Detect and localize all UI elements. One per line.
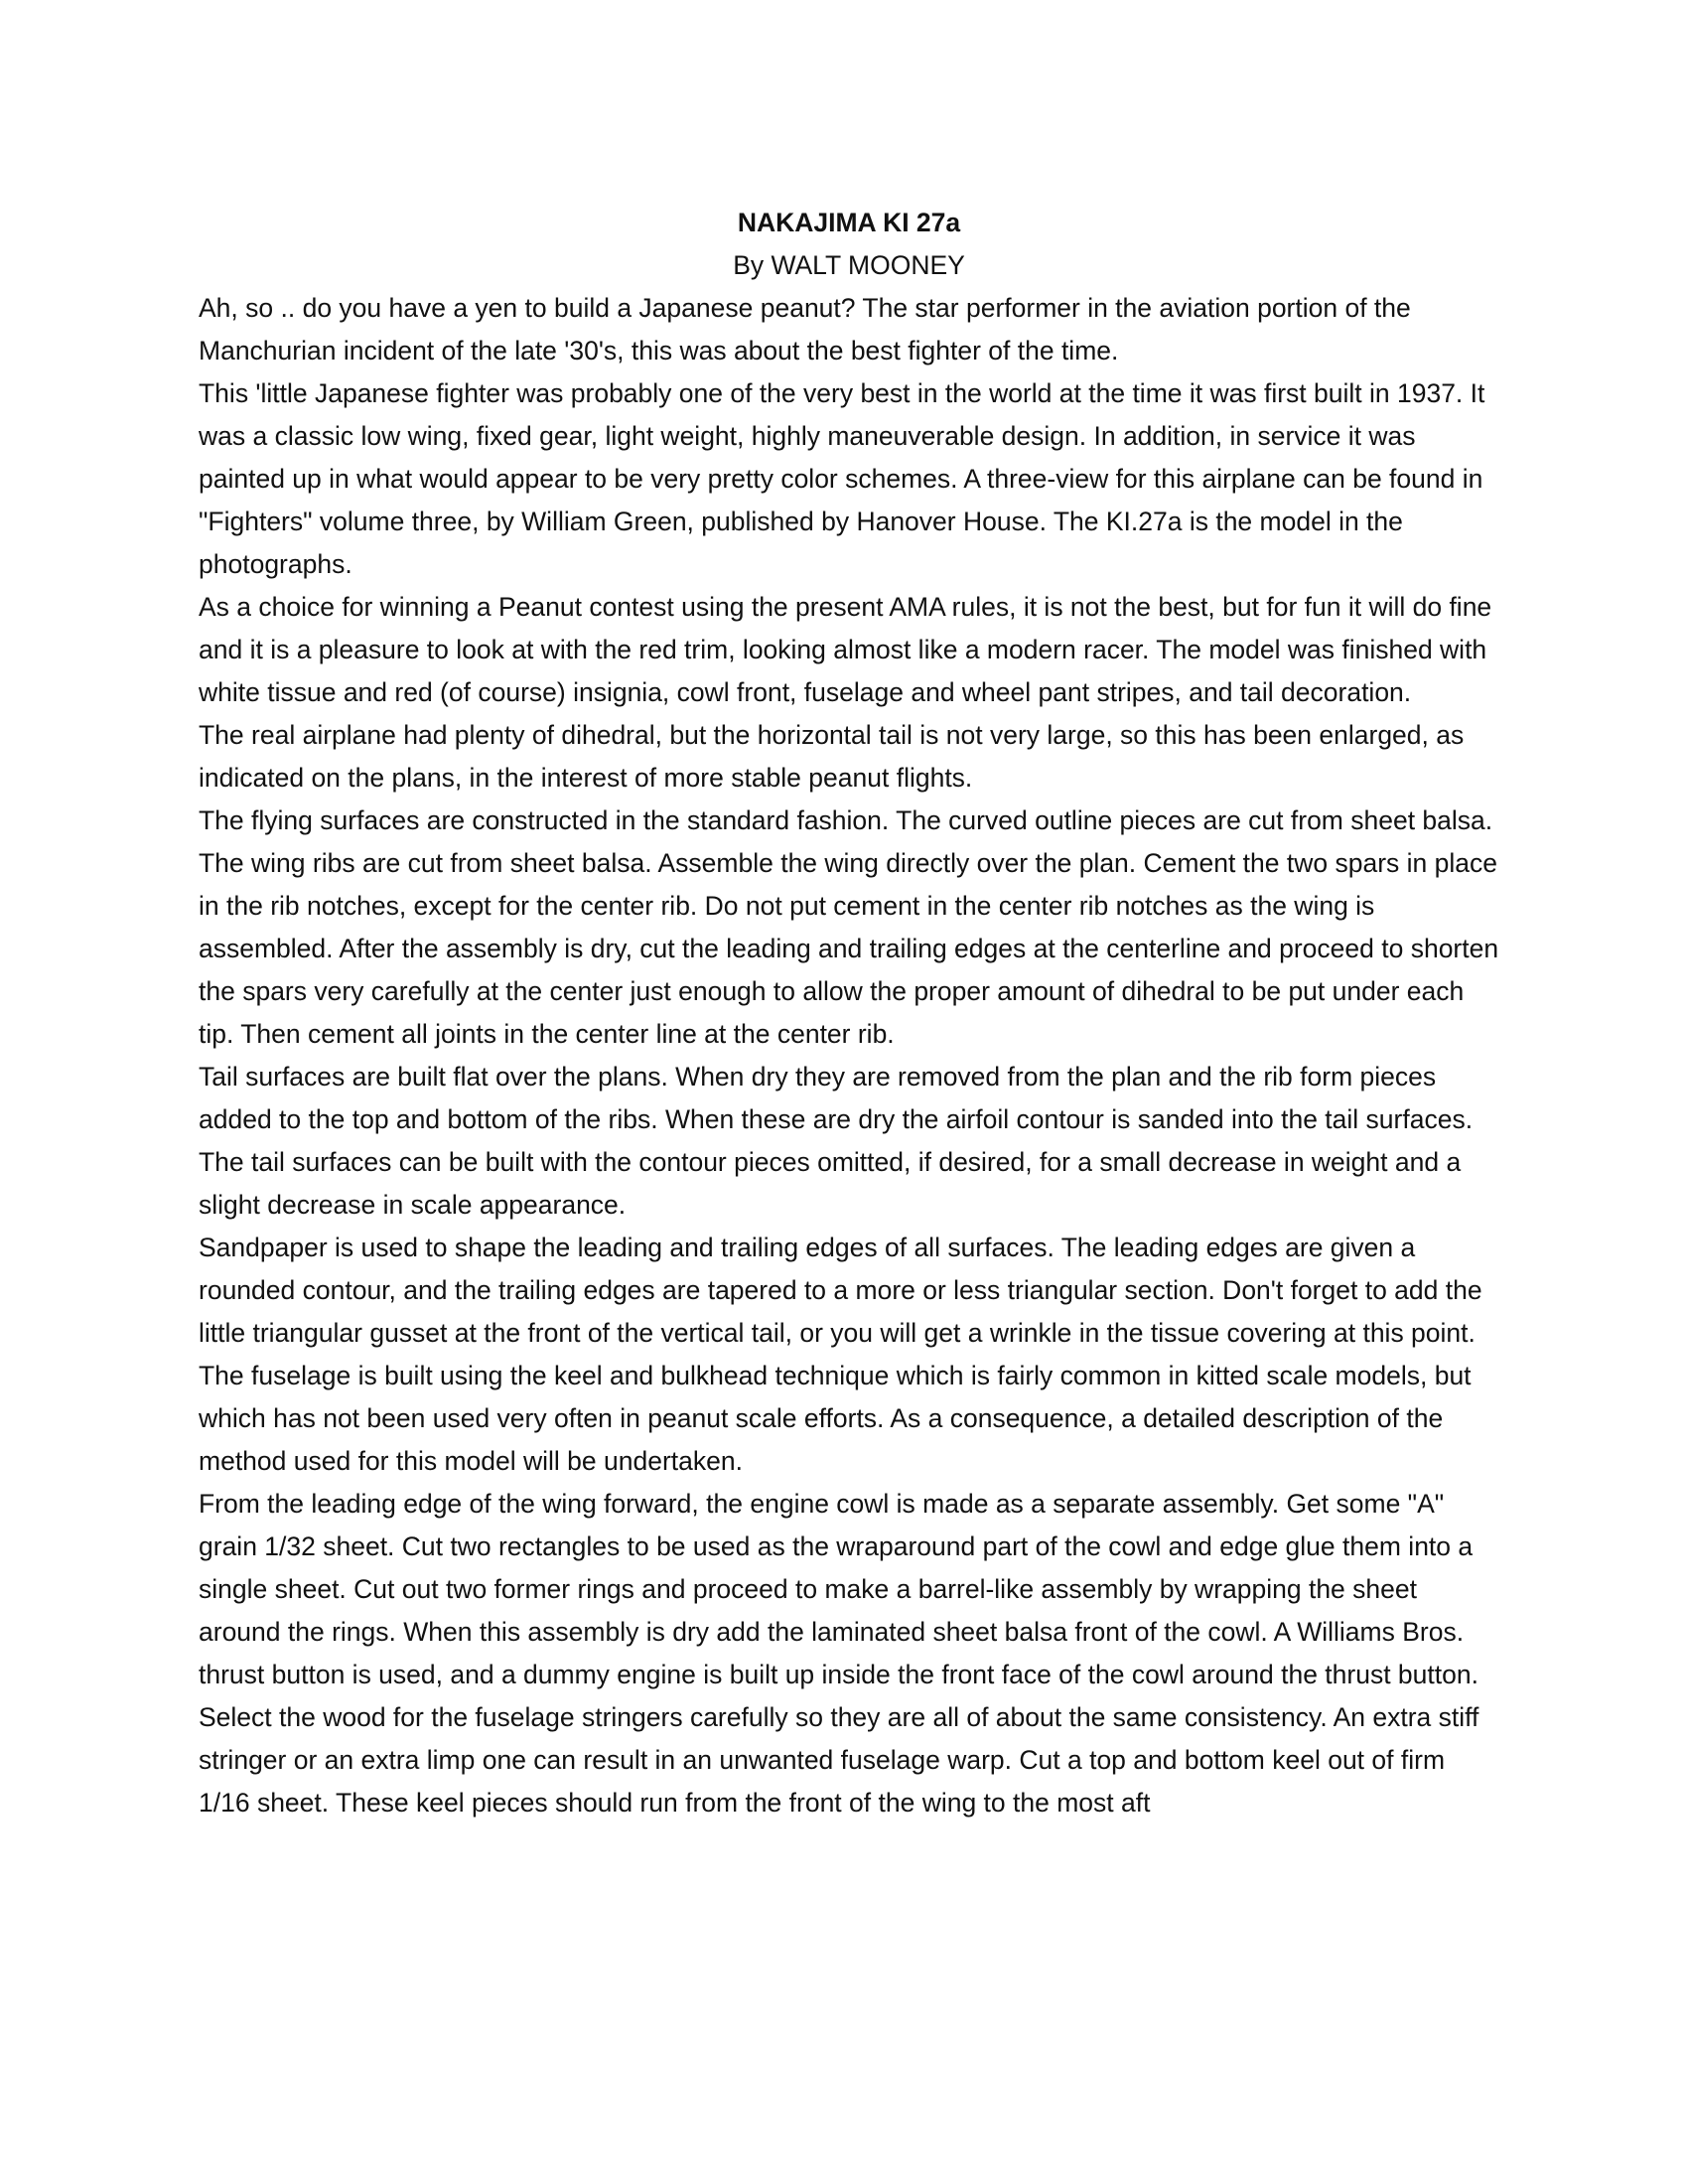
paragraph-history: This 'little Japanese fighter was probably one of the very best in the world at the time it was first built in 1937. It was a classic low wing, fixed gear, light weight, highly maneuverable design. In addition, in service it was painted up in what would appear to be very pretty color schemes. A three-view for this airplane can be found in "Fighters" volume three, by William Green, published by Hanover House. The KI.27a is the model in the photographs. [199,378,1485,579]
paragraph-dihedral: The real airplane had plenty of dihedral, but the horizontal tail is not very large, so this has been enlarged, as indicated on the plans, in the interest of more stable peanut flights. [199,720,1465,793]
article-body [199,202,1499,1824]
paragraph-tail-surfaces: Tail surfaces are built flat over the plans. When dry they are removed from the plan and the rib form pieces added to the top and bottom of the ribs. When these are dry the airfoil contour is sanded into the tail surfaces. [199,1062,1474,1134]
paragraph-engine-cowl: From the leading edge of the wing forward, the engine cowl is made as a separate assembly. Get some "A" grain 1/32 sheet. Cut two rectangles to be used as the wraparound part of the cowl and edge glue them into a single sheet. Cut out two former rings and proceed to make a barrel-like assembly by wrapping the sheet around the rings. When this assembly is dry add the laminated sheet balsa front of the cowl. A Williams Bros. thrust button is used, and a dummy engine is built up inside the front face of the cowl around the thrust button. [199,1489,1478,1689]
article-byline: By WALT MOONEY [733,250,965,280]
paragraph-contest: As a choice for winning a Peanut contest using the present AMA rules, it is not the best, but for fun it will do fine and it is a pleasure to look at with the red trim, looking almost like a modern racer. The model was finished with white tissue and red (of course) insignia, cowl front, fuselage and wheel pant stripes, and tail decoration. [199,592,1492,707]
paragraph-contour-pieces: The tail surfaces can be built with the contour pieces omitted, if desired, for a small decrease in weight and a slight decrease in scale appearance. [199,1147,1462,1220]
paragraph-fuselage: The fuselage is built using the keel and bulkhead technique which is fairly common in kitted scale models, but which has not been used very often in peanut scale efforts. As a consequence, a detailed description of the method used for this model will be undertaken. [199,1361,1472,1476]
article-title: NAKAJIMA KI 27a [737,208,961,237]
paragraph-intro: Ah, so .. do you have a yen to build a Japanese peanut? The star performer in the aviation portion of the Manchurian incident of the late '30's, this was about the best fighter of the time. [199,293,1411,365]
paragraph-flying-surfaces: The flying surfaces are constructed in the standard fashion. The curved outline pieces are cut from sheet balsa. The wing ribs are cut from sheet balsa. Assemble the wing directly over the plan. Cement the two spars in place in the rib notches, except for the center rib. Do not put cement in the center rib notches as the wing is assembled. After the assembly is dry, cut the leading and trailing edges at the centerline and proceed to shorten the spars very carefully at the center just enough to allow the proper amount of dihedral to be put under each tip. Then cement all joints in the center line at the center rib. [199,805,1499,1049]
paragraph-sandpaper: Sandpaper is used to shape the leading and trailing edges of all surfaces. The leading edges are given a rounded contour, and the trailing edges are tapered to a more or less triangular section. Don't forget to add the little triangular gusset at the front of the vertical tail, or you will get a wrinkle in the tissue covering at this point. [199,1233,1482,1348]
paragraph-stringers: Select the wood for the fuselage stringers carefully so they are all of about the same consistency. An extra stiff stringer or an extra limp one can result in an unwanted fuselage warp. Cut a top and bottom keel out of firm 1/16 sheet. These keel pieces should run from the front of the wing to the most aft [199,1702,1479,1818]
